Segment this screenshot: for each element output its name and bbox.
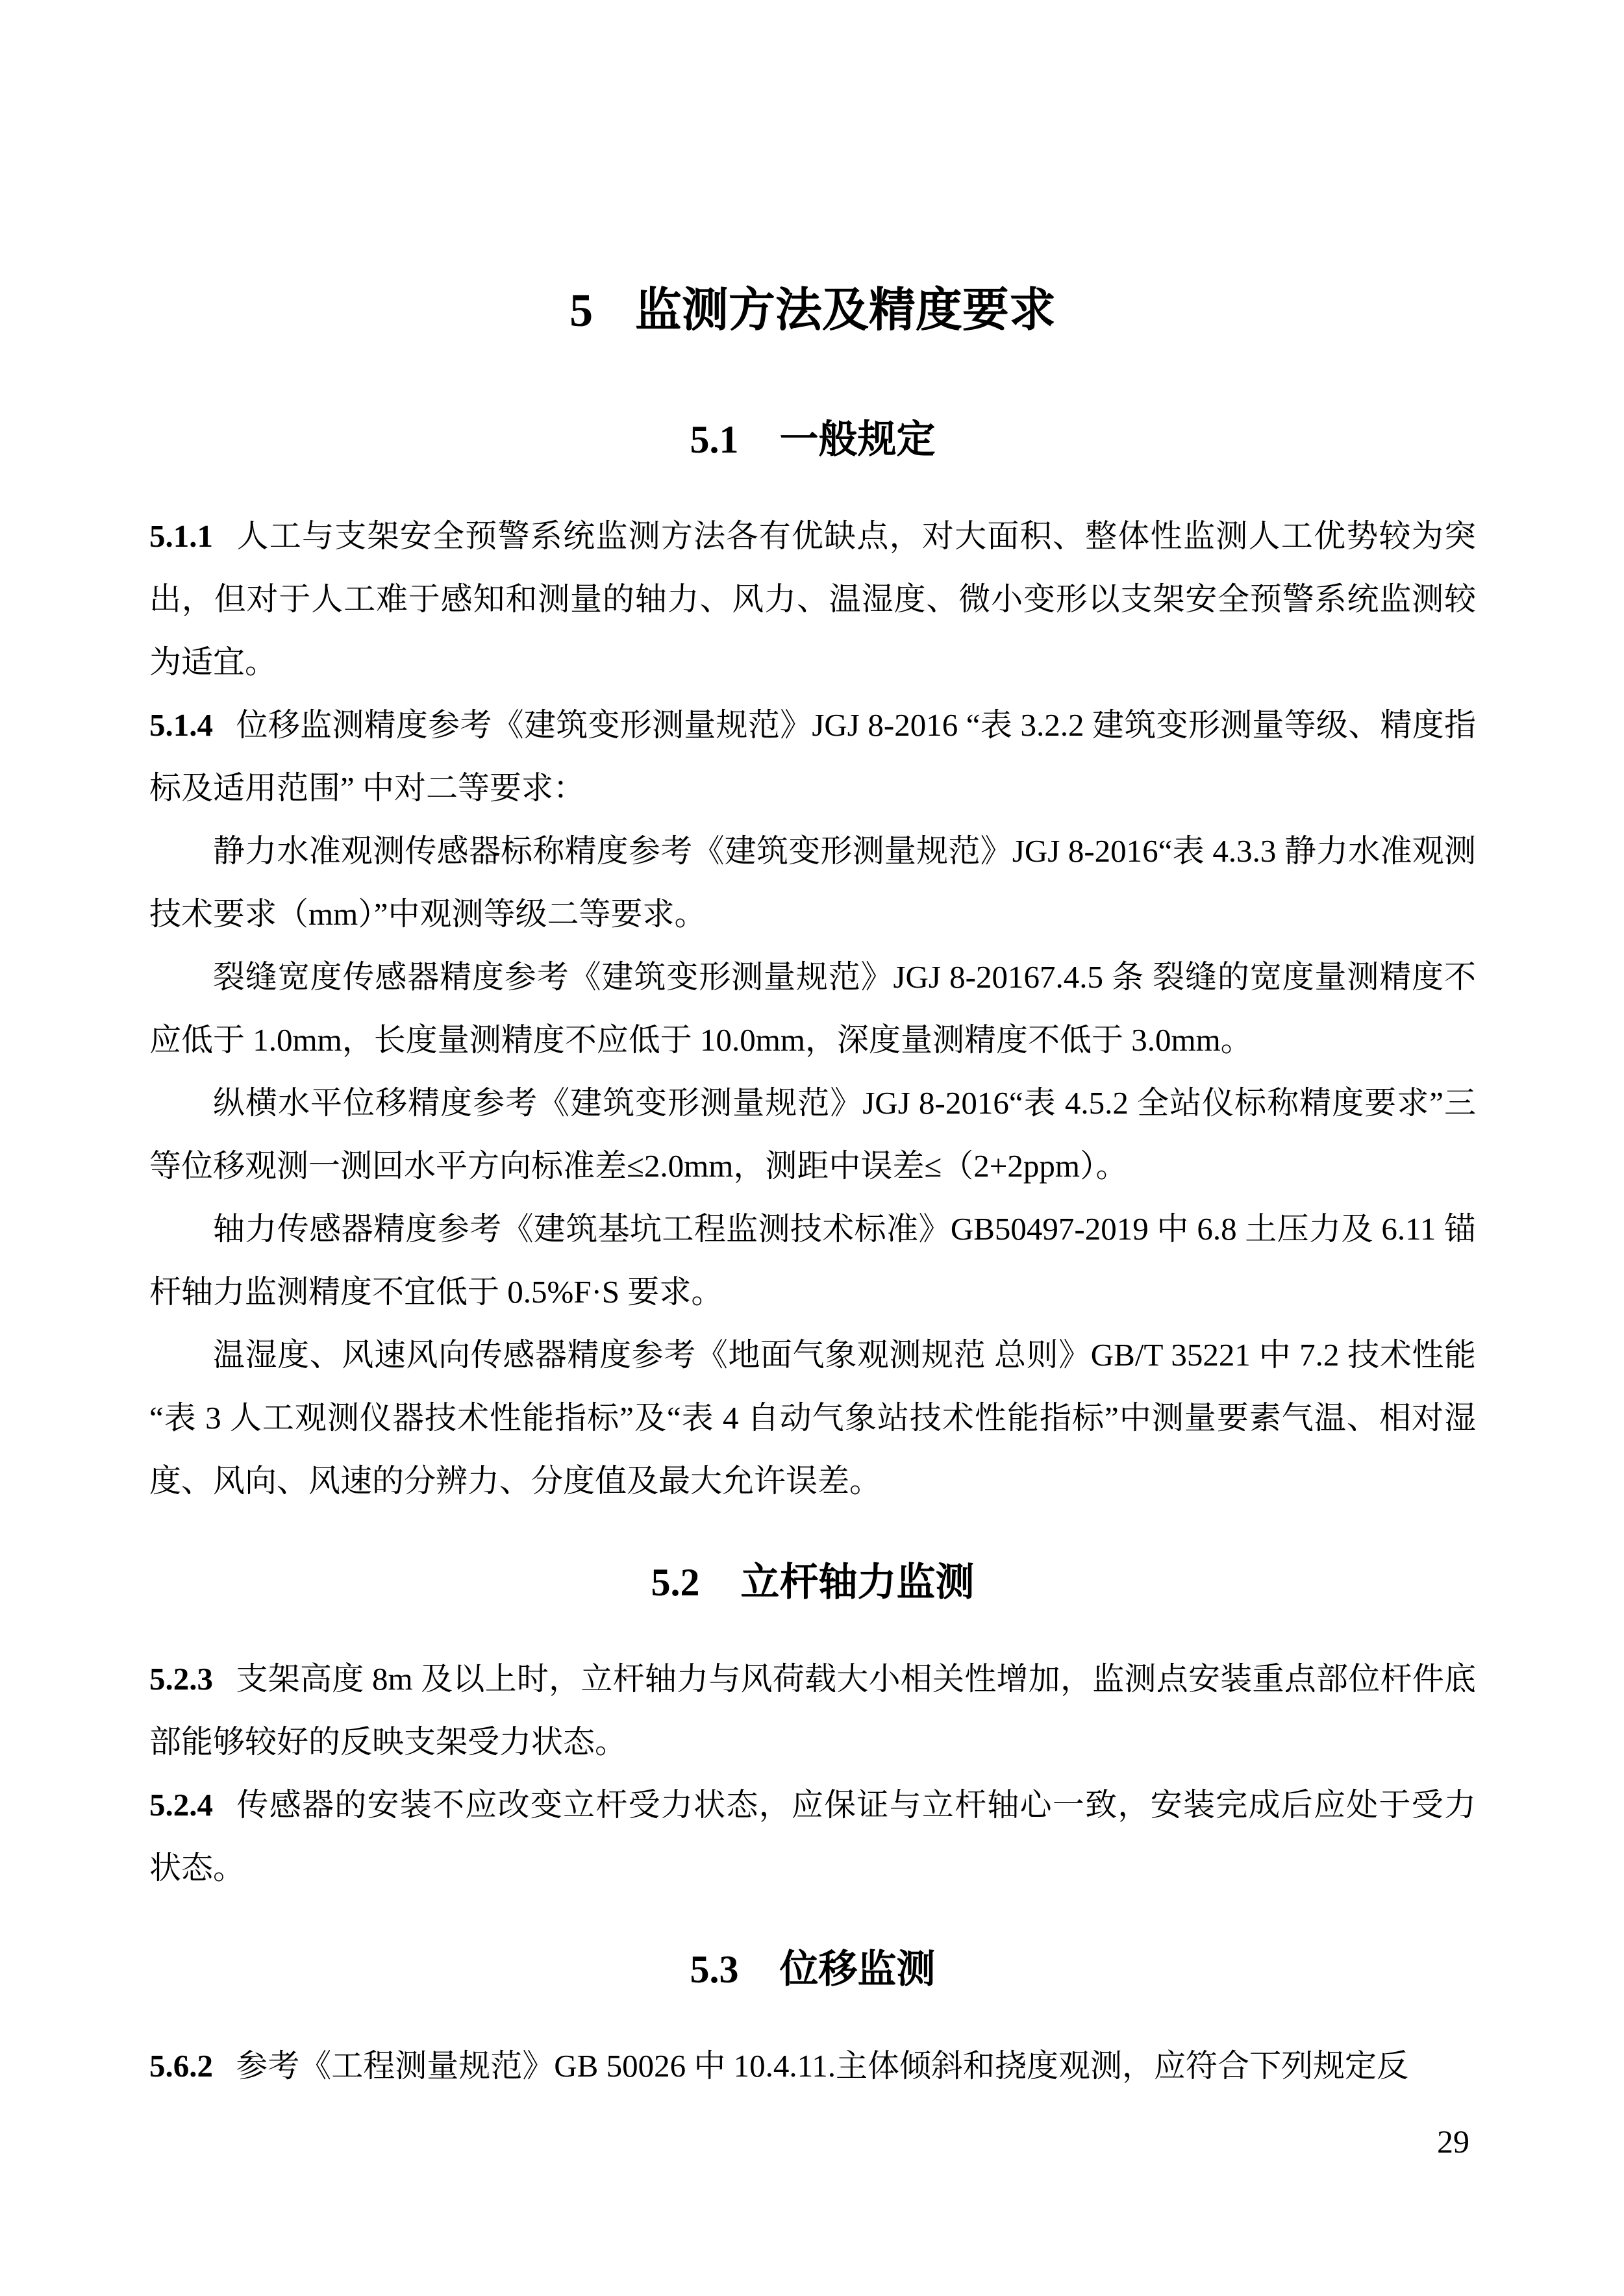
paragraph-text: 静力水准观测传感器标称精度参考《建筑变形测量规范》JGJ 8-2016“表 4.3.3 静力水准观测技术要求（mm）”中观测等级二等要求。	[149, 833, 1476, 932]
paragraph-text: 裂缝宽度传感器精度参考《建筑变形测量规范》JGJ 8-20167.4.5 条 裂缝的宽度量测精度不应低于 1.0mm，长度量测精度不应低于 10.0mm，深度量测精度不低于 3.0mm。	[149, 959, 1476, 1058]
chapter-number: 5	[569, 284, 593, 336]
clause-number: 5.1.4	[149, 707, 213, 743]
section-heading-5-2	[149, 1554, 1476, 1611]
section-title: 一般规定	[779, 418, 936, 461]
clause-5-6-2	[149, 2034, 1476, 2097]
paragraph-text: 纵横水平位移精度参考《建筑变形测量规范》JGJ 8-2016“表 4.5.2 全站仪标称精度要求”三等位移观测一测回水平方向标准差≤2.0mm，测距中误差≤（2+2ppm）。	[149, 1085, 1476, 1184]
clause-text: 人工与支架安全预警系统监测方法各有优缺点，对大面积、整体性监测人工优势较为突出，但对于人工难于感知和测量的轴力、风力、温湿度、微小变形以支架安全预警系统监测较为适宜。	[149, 518, 1476, 680]
body-paragraph-static-leveling	[149, 819, 1476, 945]
section-heading-5-1	[149, 411, 1476, 468]
body-paragraph-axial-force-sensor	[149, 1197, 1476, 1323]
section-number: 5.1	[690, 418, 739, 461]
chapter-title: 监测方法及精度要求	[634, 284, 1056, 336]
section-heading-5-3	[149, 1941, 1476, 1998]
section-title: 位移监测	[779, 1948, 936, 1991]
clause-text: 支架高度 8m 及以上时，立杆轴力与风荷载大小相关性增加，监测点安装重点部位杆件底部能够较好的反映支架受力状态。	[149, 1661, 1476, 1760]
clause-5-1-1	[149, 505, 1476, 693]
clause-number: 5.1.1	[149, 518, 213, 554]
clause-5-2-4	[149, 1773, 1476, 1899]
clause-text: 参考《工程测量规范》GB 50026 中 10.4.11.主体倾斜和挠度观测，应符合下列规定反	[236, 2048, 1409, 2084]
paragraph-text: 轴力传感器精度参考《建筑基坑工程监测技术标准》GB50497-2019 中 6.8 土压力及 6.11 锚杆轴力监测精度不宜低于 0.5%F·S 要求。	[149, 1211, 1476, 1310]
section-number: 5.2	[651, 1561, 700, 1604]
clause-number: 5.6.2	[149, 2048, 213, 2084]
chapter-heading	[149, 278, 1476, 343]
body-paragraph-horizontal-displacement	[149, 1071, 1476, 1197]
clause-number: 5.2.4	[149, 1787, 213, 1823]
body-paragraph-weather-sensors	[149, 1323, 1476, 1512]
clause-text: 位移监测精度参考《建筑变形测量规范》JGJ 8-2016 “表 3.2.2 建筑变形测量等级、精度指标及适用范围” 中对二等要求：	[149, 707, 1476, 806]
section-title: 立杆轴力监测	[740, 1561, 975, 1604]
clause-text: 传感器的安装不应改变立杆受力状态，应保证与立杆轴心一致，安装完成后应处于受力状态。	[149, 1787, 1476, 1886]
paragraph-text: 温湿度、风速风向传感器精度参考《地面气象观测规范 总则》GB/T 35221 中 7.2 技术性能“表 3 人工观测仪器技术性能指标”及“表 4 自动气象站技术性能指标”中测量要素气温、相对湿度、风向、风速的分辨力、分度值及最大允许误差。	[149, 1337, 1476, 1499]
clause-number: 5.2.3	[149, 1661, 213, 1697]
clause-5-2-3	[149, 1647, 1476, 1773]
page-number: 29	[1437, 2123, 1469, 2160]
section-number: 5.3	[690, 1948, 739, 1991]
body-paragraph-crack-width	[149, 945, 1476, 1071]
clause-5-1-4	[149, 693, 1476, 819]
